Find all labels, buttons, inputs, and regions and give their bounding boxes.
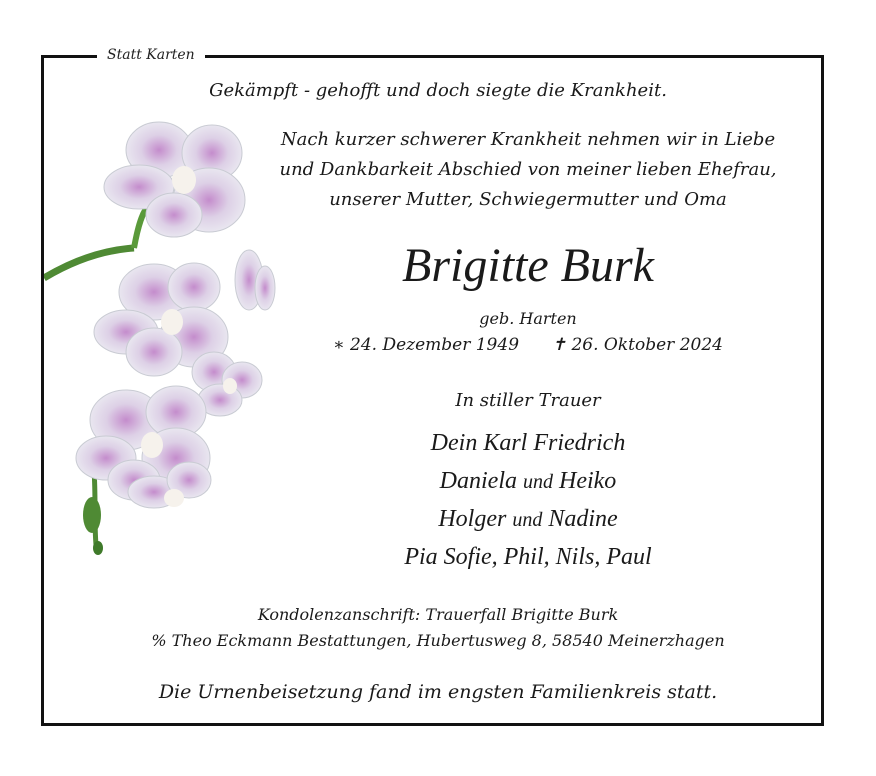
intro-text xyxy=(90,125,876,215)
family-und: und xyxy=(512,509,543,531)
death-cross-icon: ✝ xyxy=(551,335,567,355)
header-label: Statt Karten xyxy=(97,45,205,65)
intro-line: und Dankbarkeit Abschied von meiner lieben Ehefrau, xyxy=(279,159,777,180)
intro-line: Nach kurzer schwerer Krankheit nehmen wir in Liebe xyxy=(280,129,776,150)
birth-name: geb. Harten xyxy=(479,309,577,328)
death-date: 26. Oktober 2024 xyxy=(571,335,723,355)
urn-burial-note: Die Urnenbeisetzung fand im engsten Familienkreis statt. xyxy=(158,681,718,703)
family-name: Dein Karl Friedrich xyxy=(430,430,626,456)
motto: Gekämpft - gehofft und doch siegte die Krankheit. xyxy=(209,80,667,101)
life-dates xyxy=(90,335,876,355)
mourning-line: In stiller Trauer xyxy=(455,390,601,411)
deceased-name: Brigitte Burk xyxy=(402,239,654,292)
family-line xyxy=(90,430,876,457)
birth-star-icon: ∗ xyxy=(333,335,345,355)
family-name: Holger xyxy=(438,506,507,532)
family-und: und xyxy=(523,471,553,493)
family-line xyxy=(90,544,876,571)
family-name: Daniela xyxy=(439,468,517,494)
intro-line: unserer Mutter, Schwiegermutter und Oma xyxy=(329,189,727,210)
birth-date: 24. Dezember 1949 xyxy=(350,335,520,355)
family-name: Pia Sofie, Phil, Nils, Paul xyxy=(404,544,652,570)
family-line xyxy=(90,468,876,495)
family-line xyxy=(90,506,876,533)
condolence-address: Kondolenzanschrift: Trauerfall Brigitte Burk xyxy=(257,605,619,624)
condolence-address: % Theo Eckmann Bestattungen, Hubertusweg 8, 58540 Meinerzhagen xyxy=(151,631,725,650)
family-name: Heiko xyxy=(559,468,617,494)
family-name: Nadine xyxy=(548,506,618,532)
